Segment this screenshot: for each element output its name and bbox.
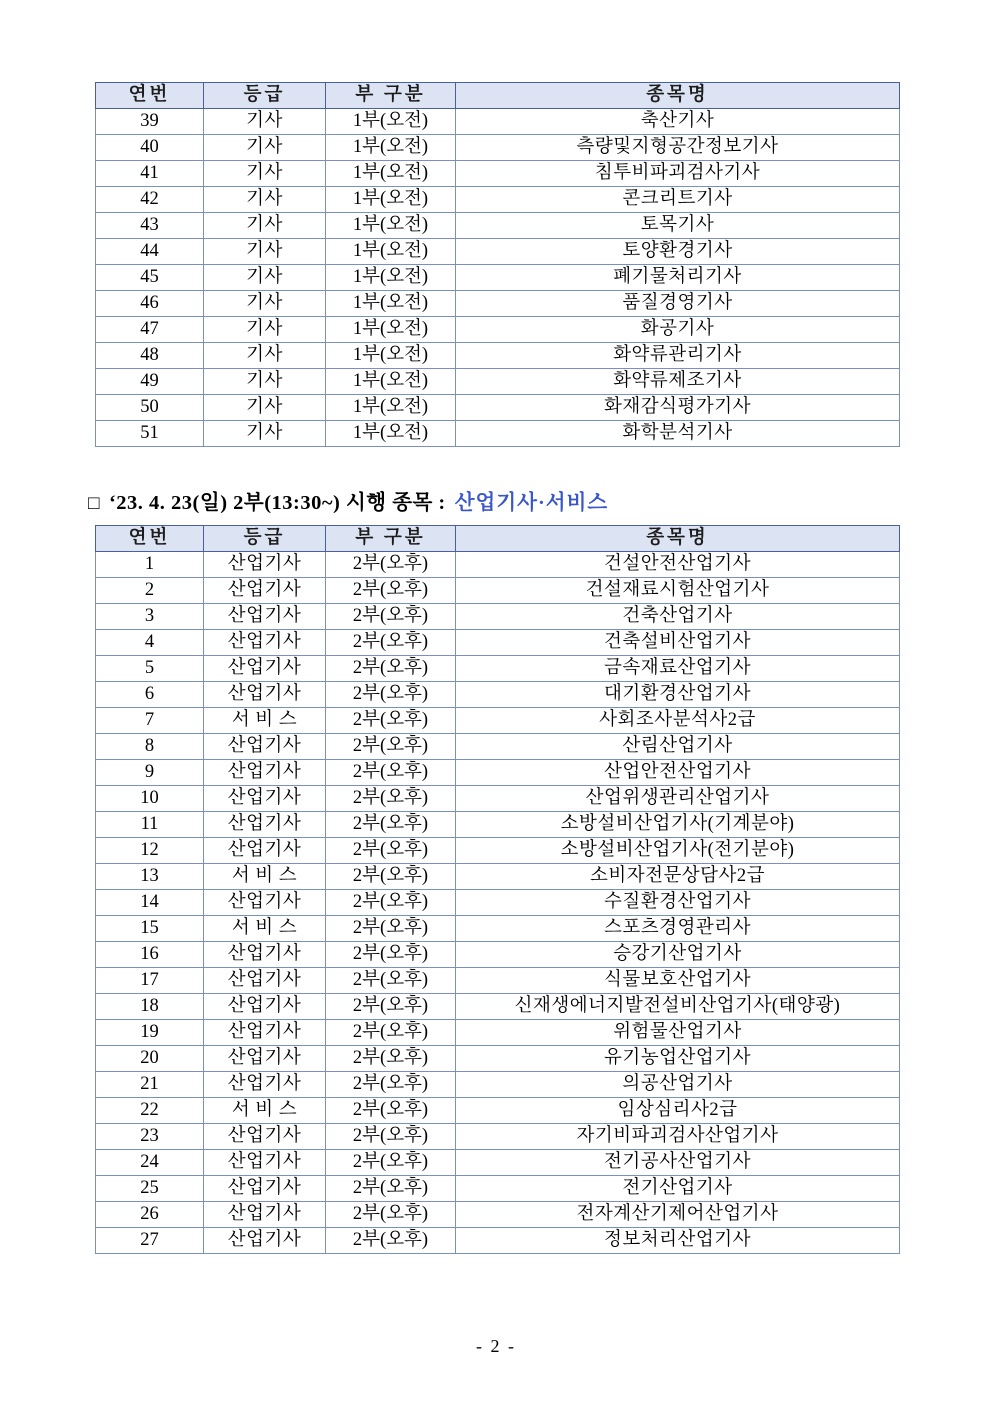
cell-subject: 산림산업기사 (456, 734, 900, 760)
cell-grade: 기사 (204, 317, 326, 343)
cell-subject: 건축설비산업기사 (456, 630, 900, 656)
cell-part: 2부(오후) (326, 1176, 456, 1202)
cell-subject: 화학분석기사 (456, 421, 900, 447)
cell-no: 47 (96, 317, 204, 343)
cell-grade: 기사 (204, 239, 326, 265)
cell-grade: 기사 (204, 161, 326, 187)
cell-subject: 소방설비산업기사(전기분야) (456, 838, 900, 864)
cell-part: 2부(오후) (326, 760, 456, 786)
cell-subject: 대기환경산업기사 (456, 682, 900, 708)
table-row (96, 994, 900, 1020)
column-header-part: 부 구분 (326, 526, 456, 552)
column-header-subject: 종목명 (456, 83, 900, 109)
cell-subject: 소비자전문상담사2급 (456, 864, 900, 890)
cell-part: 2부(오후) (326, 656, 456, 682)
exam-subjects-table-part2 (95, 525, 900, 1254)
cell-grade: 산업기사 (204, 630, 326, 656)
cell-no: 24 (96, 1150, 204, 1176)
table-row (96, 604, 900, 630)
cell-grade: 서 비 스 (204, 1098, 326, 1124)
cell-subject: 신재생에너지발전설비산업기사(태양광) (456, 994, 900, 1020)
cell-grade: 산업기사 (204, 1020, 326, 1046)
cell-subject: 식물보호산업기사 (456, 968, 900, 994)
page-number: - 2 - (476, 1336, 516, 1356)
cell-grade: 산업기사 (204, 604, 326, 630)
cell-grade: 기사 (204, 213, 326, 239)
cell-no: 17 (96, 968, 204, 994)
cell-no: 6 (96, 682, 204, 708)
table-row (96, 1072, 900, 1098)
cell-subject: 승강기산업기사 (456, 942, 900, 968)
section-heading-text: ‘23. 4. 23(일) 2부(13:30~) 시행 종목 : (108, 492, 446, 514)
cell-no: 40 (96, 135, 204, 161)
cell-no: 48 (96, 343, 204, 369)
cell-subject: 전기산업기사 (456, 1176, 900, 1202)
cell-no: 41 (96, 161, 204, 187)
cell-grade: 기사 (204, 291, 326, 317)
cell-no: 49 (96, 369, 204, 395)
cell-grade: 산업기사 (204, 812, 326, 838)
cell-subject: 화공기사 (456, 317, 900, 343)
cell-part: 2부(오후) (326, 1098, 456, 1124)
cell-no: 22 (96, 1098, 204, 1124)
table-row (96, 135, 900, 161)
cell-grade: 기사 (204, 395, 326, 421)
cell-grade: 기사 (204, 187, 326, 213)
cell-part: 2부(오후) (326, 994, 456, 1020)
cell-part: 2부(오후) (326, 1124, 456, 1150)
table-row (96, 942, 900, 968)
cell-subject: 전기공사산업기사 (456, 1150, 900, 1176)
table-row (96, 760, 900, 786)
cell-grade: 산업기사 (204, 1176, 326, 1202)
cell-grade: 산업기사 (204, 968, 326, 994)
cell-grade: 산업기사 (204, 994, 326, 1020)
cell-no: 13 (96, 864, 204, 890)
cell-grade: 산업기사 (204, 942, 326, 968)
cell-no: 20 (96, 1046, 204, 1072)
table-row (96, 552, 900, 578)
cell-part: 2부(오후) (326, 916, 456, 942)
cell-no: 12 (96, 838, 204, 864)
table-row (96, 1202, 900, 1228)
table-row (96, 682, 900, 708)
cell-subject: 소방설비산업기사(기계분야) (456, 812, 900, 838)
cell-subject: 콘크리트기사 (456, 187, 900, 213)
cell-subject: 토양환경기사 (456, 239, 900, 265)
table-row (96, 864, 900, 890)
section-heading-part2 (88, 485, 992, 515)
table-row (96, 265, 900, 291)
cell-no: 1 (96, 552, 204, 578)
cell-grade: 기사 (204, 135, 326, 161)
cell-part: 1부(오전) (326, 369, 456, 395)
table-header-row (96, 526, 900, 552)
cell-part: 2부(오후) (326, 1072, 456, 1098)
cell-grade: 산업기사 (204, 1072, 326, 1098)
cell-grade: 기사 (204, 369, 326, 395)
cell-no: 27 (96, 1228, 204, 1254)
cell-grade: 산업기사 (204, 890, 326, 916)
cell-subject: 수질환경산업기사 (456, 890, 900, 916)
table-row (96, 708, 900, 734)
table-row (96, 1098, 900, 1124)
column-header-part: 부 구분 (326, 83, 456, 109)
cell-no: 50 (96, 395, 204, 421)
table-row (96, 734, 900, 760)
table-row (96, 1046, 900, 1072)
cell-part: 2부(오후) (326, 734, 456, 760)
cell-subject: 위험물산업기사 (456, 1020, 900, 1046)
cell-grade: 산업기사 (204, 656, 326, 682)
cell-no: 2 (96, 578, 204, 604)
cell-subject: 전자계산기제어산업기사 (456, 1202, 900, 1228)
cell-no: 51 (96, 421, 204, 447)
table-row (96, 239, 900, 265)
cell-grade: 산업기사 (204, 1202, 326, 1228)
cell-subject: 정보처리산업기사 (456, 1228, 900, 1254)
cell-grade: 산업기사 (204, 734, 326, 760)
cell-no: 3 (96, 604, 204, 630)
cell-grade: 산업기사 (204, 838, 326, 864)
cell-part: 1부(오전) (326, 161, 456, 187)
cell-part: 1부(오전) (326, 109, 456, 135)
cell-no: 10 (96, 786, 204, 812)
cell-no: 45 (96, 265, 204, 291)
cell-part: 1부(오전) (326, 317, 456, 343)
cell-subject: 측량및지형공간정보기사 (456, 135, 900, 161)
cell-no: 4 (96, 630, 204, 656)
checkbox-square-icon: □ (88, 493, 100, 514)
column-header-grade: 등급 (204, 526, 326, 552)
cell-grade: 기사 (204, 109, 326, 135)
cell-part: 2부(오후) (326, 942, 456, 968)
cell-subject: 토목기사 (456, 213, 900, 239)
cell-no: 26 (96, 1202, 204, 1228)
cell-subject: 자기비파괴검사산업기사 (456, 1124, 900, 1150)
cell-subject: 화약류제조기사 (456, 369, 900, 395)
cell-no: 11 (96, 812, 204, 838)
cell-subject: 임상심리사2급 (456, 1098, 900, 1124)
cell-grade: 서 비 스 (204, 916, 326, 942)
cell-part: 1부(오전) (326, 135, 456, 161)
cell-no: 8 (96, 734, 204, 760)
table-row (96, 578, 900, 604)
cell-subject: 스포츠경영관리사 (456, 916, 900, 942)
cell-part: 2부(오후) (326, 864, 456, 890)
table-row (96, 786, 900, 812)
table-row (96, 291, 900, 317)
cell-subject: 건축산업기사 (456, 604, 900, 630)
table-row (96, 395, 900, 421)
cell-no: 15 (96, 916, 204, 942)
cell-grade: 기사 (204, 421, 326, 447)
cell-part: 2부(오후) (326, 604, 456, 630)
cell-no: 43 (96, 213, 204, 239)
cell-part: 2부(오후) (326, 1228, 456, 1254)
cell-subject: 금속재료산업기사 (456, 656, 900, 682)
cell-subject: 사회조사분석사2급 (456, 708, 900, 734)
table-row (96, 630, 900, 656)
table-row (96, 1228, 900, 1254)
cell-part: 2부(오후) (326, 968, 456, 994)
table-row (96, 968, 900, 994)
cell-no: 25 (96, 1176, 204, 1202)
cell-subject: 화재감식평가기사 (456, 395, 900, 421)
cell-no: 18 (96, 994, 204, 1020)
table-row (96, 1150, 900, 1176)
cell-no: 46 (96, 291, 204, 317)
cell-subject: 의공산업기사 (456, 1072, 900, 1098)
cell-part: 1부(오전) (326, 239, 456, 265)
table-row (96, 838, 900, 864)
cell-part: 2부(오후) (326, 838, 456, 864)
cell-part: 2부(오후) (326, 578, 456, 604)
cell-grade: 산업기사 (204, 1124, 326, 1150)
table-row (96, 1176, 900, 1202)
cell-part: 1부(오전) (326, 291, 456, 317)
cell-grade: 기사 (204, 265, 326, 291)
cell-subject: 품질경영기사 (456, 291, 900, 317)
cell-subject: 침투비파괴검사기사 (456, 161, 900, 187)
cell-no: 23 (96, 1124, 204, 1150)
cell-subject: 산업안전산업기사 (456, 760, 900, 786)
cell-subject: 건설안전산업기사 (456, 552, 900, 578)
cell-part: 1부(오전) (326, 395, 456, 421)
table-row (96, 421, 900, 447)
cell-part: 1부(오전) (326, 265, 456, 291)
cell-part: 2부(오후) (326, 890, 456, 916)
cell-part: 2부(오후) (326, 708, 456, 734)
table-row (96, 656, 900, 682)
cell-grade: 서 비 스 (204, 708, 326, 734)
table-row (96, 161, 900, 187)
cell-no: 19 (96, 1020, 204, 1046)
table-row (96, 213, 900, 239)
cell-no: 44 (96, 239, 204, 265)
cell-part: 1부(오전) (326, 421, 456, 447)
cell-no: 21 (96, 1072, 204, 1098)
cell-subject: 유기농업산업기사 (456, 1046, 900, 1072)
cell-grade: 서 비 스 (204, 864, 326, 890)
table-row (96, 187, 900, 213)
cell-part: 2부(오후) (326, 1202, 456, 1228)
column-header-no: 연번 (96, 83, 204, 109)
cell-part: 1부(오전) (326, 343, 456, 369)
column-header-grade: 등급 (204, 83, 326, 109)
cell-grade: 산업기사 (204, 682, 326, 708)
table-row (96, 369, 900, 395)
cell-no: 42 (96, 187, 204, 213)
cell-no: 39 (96, 109, 204, 135)
cell-grade: 산업기사 (204, 1228, 326, 1254)
cell-grade: 산업기사 (204, 786, 326, 812)
table-header-row (96, 83, 900, 109)
exam-subjects-table-part1 (95, 82, 900, 447)
table-row (96, 317, 900, 343)
table-row (96, 916, 900, 942)
cell-part: 2부(오후) (326, 682, 456, 708)
cell-part: 2부(오후) (326, 1046, 456, 1072)
table-row (96, 812, 900, 838)
cell-no: 9 (96, 760, 204, 786)
cell-subject: 축산기사 (456, 109, 900, 135)
cell-no: 5 (96, 656, 204, 682)
table-row (96, 1124, 900, 1150)
cell-subject: 폐기물처리기사 (456, 265, 900, 291)
cell-part: 2부(오후) (326, 552, 456, 578)
table-body (96, 552, 900, 1254)
cell-grade: 산업기사 (204, 1046, 326, 1072)
cell-part: 2부(오후) (326, 1150, 456, 1176)
cell-part: 2부(오후) (326, 1020, 456, 1046)
cell-no: 14 (96, 890, 204, 916)
cell-grade: 기사 (204, 343, 326, 369)
cell-grade: 산업기사 (204, 578, 326, 604)
cell-subject: 화약류관리기사 (456, 343, 900, 369)
cell-part: 2부(오후) (326, 630, 456, 656)
table-row (96, 109, 900, 135)
column-header-no: 연번 (96, 526, 204, 552)
table-row (96, 1020, 900, 1046)
cell-no: 16 (96, 942, 204, 968)
cell-subject: 산업위생관리산업기사 (456, 786, 900, 812)
cell-grade: 산업기사 (204, 760, 326, 786)
cell-part: 2부(오후) (326, 786, 456, 812)
cell-subject: 건설재료시험산업기사 (456, 578, 900, 604)
cell-no: 7 (96, 708, 204, 734)
column-header-subject: 종목명 (456, 526, 900, 552)
cell-part: 1부(오전) (326, 187, 456, 213)
cell-grade: 산업기사 (204, 552, 326, 578)
cell-part: 2부(오후) (326, 812, 456, 838)
table-body (96, 109, 900, 447)
table-row (96, 343, 900, 369)
table-row (96, 890, 900, 916)
section-heading-highlight: 산업기사·서비스 (454, 492, 609, 514)
cell-part: 1부(오전) (326, 213, 456, 239)
cell-grade: 산업기사 (204, 1150, 326, 1176)
